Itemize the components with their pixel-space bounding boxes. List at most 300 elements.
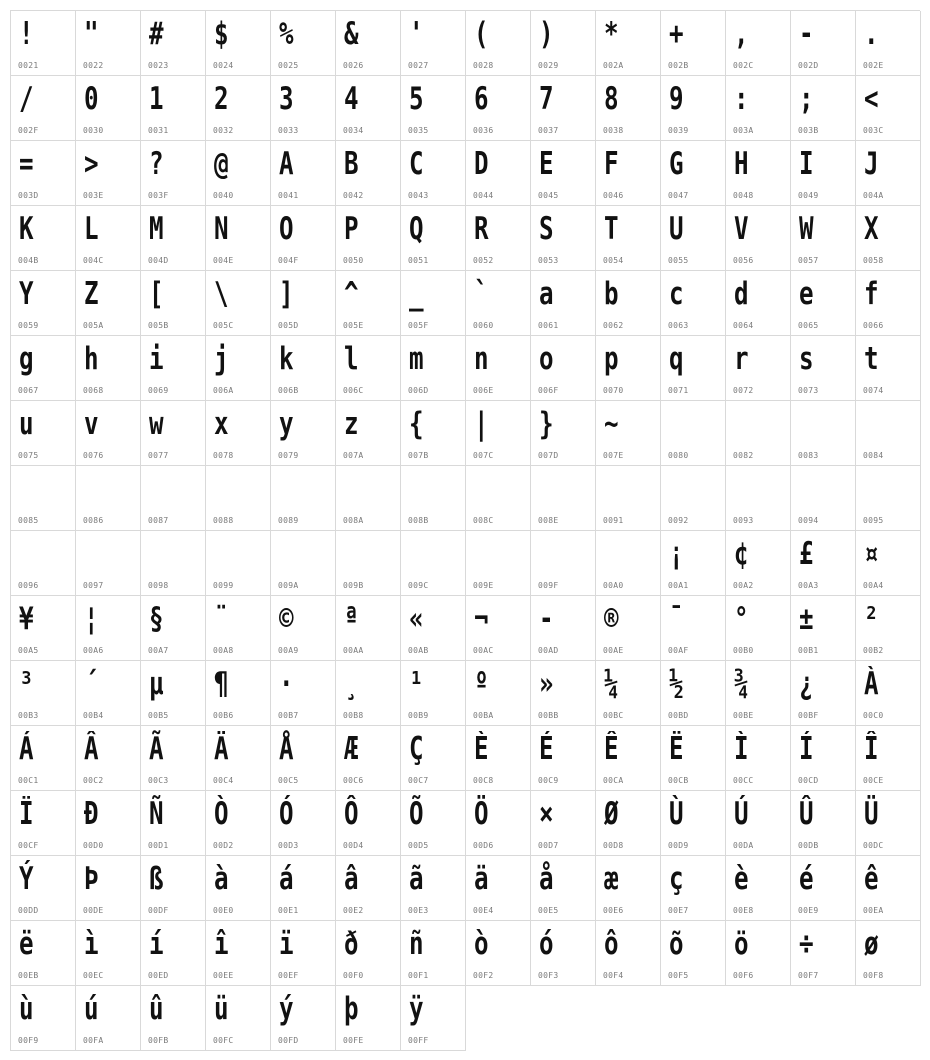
glyph-codepoint: 00C7 [408, 776, 429, 785]
glyph-character: ` [474, 276, 489, 312]
glyph-character: # [149, 16, 164, 52]
glyph-character: Æ [344, 731, 359, 767]
glyph-character: } [539, 406, 554, 442]
glyph-codepoint: 0083 [798, 451, 819, 460]
glyph-character: " [84, 16, 99, 52]
glyph-cell [791, 596, 856, 661]
glyph-character: ú [84, 991, 99, 1027]
glyph-codepoint: 00D9 [668, 841, 689, 850]
glyph-character: è [734, 861, 749, 897]
glyph-codepoint: 0067 [18, 386, 39, 395]
glyph-cell [401, 726, 466, 791]
glyph-codepoint: 0036 [473, 126, 494, 135]
glyph-codepoint: 0028 [473, 61, 494, 70]
glyph-cell [76, 921, 141, 986]
glyph-codepoint: 0025 [278, 61, 299, 70]
glyph-cell [401, 336, 466, 401]
glyph-cell [856, 336, 921, 401]
glyph-cell [856, 921, 921, 986]
glyph-cell [271, 271, 336, 336]
glyph-character: ò [474, 926, 489, 962]
glyph-codepoint: 0070 [603, 386, 624, 395]
glyph-codepoint: 00D7 [538, 841, 559, 850]
glyph-codepoint: 0062 [603, 321, 624, 330]
glyph-character: ¡ [669, 536, 684, 572]
glyph-codepoint: 003C [863, 126, 884, 135]
glyph-character: Ø [604, 796, 619, 832]
glyph-codepoint: 0048 [733, 191, 754, 200]
glyph-codepoint: 00F4 [603, 971, 624, 980]
glyph-cell [726, 336, 791, 401]
glyph-character: ¥ [19, 601, 34, 637]
glyph-character: { [409, 406, 424, 442]
glyph-cell [661, 401, 726, 466]
glyph-cell [661, 11, 726, 76]
glyph-cell [141, 986, 206, 1051]
glyph-codepoint: 00A7 [148, 646, 169, 655]
glyph-cell [76, 76, 141, 141]
glyph-codepoint: 0073 [798, 386, 819, 395]
glyph-character: Z [84, 276, 99, 312]
glyph-character: Ê [604, 731, 619, 767]
glyph-codepoint: 0080 [668, 451, 689, 460]
glyph-codepoint: 006A [213, 386, 234, 395]
glyph-character: Ç [409, 731, 424, 767]
glyph-codepoint: 00E5 [538, 906, 559, 915]
glyph-codepoint: 00E9 [798, 906, 819, 915]
glyph-cell [336, 11, 401, 76]
glyph-codepoint: 00BD [668, 711, 689, 720]
glyph-character: ÿ [409, 991, 424, 1027]
glyph-character: Î [864, 731, 879, 767]
glyph-codepoint: 0078 [213, 451, 234, 460]
glyph-cell [466, 271, 531, 336]
glyph-codepoint: 0023 [148, 61, 169, 70]
glyph-codepoint: 004D [148, 256, 169, 265]
glyph-character: * [604, 16, 619, 52]
glyph-codepoint: 0096 [18, 581, 39, 590]
glyph-character: Å [279, 731, 294, 767]
glyph-cell [791, 531, 856, 596]
glyph-character: ¾ [734, 666, 749, 702]
glyph-cell [11, 531, 76, 596]
glyph-character: I [799, 146, 814, 182]
glyph-cell [791, 271, 856, 336]
glyph-cell [531, 141, 596, 206]
glyph-character: Q [409, 211, 424, 247]
glyph-cell [401, 76, 466, 141]
glyph-cell [76, 271, 141, 336]
glyph-character: ¢ [734, 536, 749, 572]
glyph-character: þ [344, 991, 359, 1027]
glyph-codepoint: 0095 [863, 516, 884, 525]
glyph-cell [661, 726, 726, 791]
glyph-codepoint: 00DA [733, 841, 754, 850]
glyph-codepoint: 00E2 [343, 906, 364, 915]
glyph-codepoint: 0084 [863, 451, 884, 460]
glyph-character: / [19, 81, 34, 117]
glyph-cell [206, 856, 271, 921]
glyph-character: û [149, 991, 164, 1027]
glyph-cell [206, 531, 271, 596]
glyph-cell [401, 466, 466, 531]
glyph-cell [11, 141, 76, 206]
glyph-character: J [864, 146, 879, 182]
glyph-cell [206, 76, 271, 141]
glyph-character: i [149, 341, 164, 377]
glyph-cell [11, 921, 76, 986]
glyph-cell [856, 141, 921, 206]
glyph-codepoint: 0071 [668, 386, 689, 395]
glyph-codepoint: 0044 [473, 191, 494, 200]
glyph-cell [726, 141, 791, 206]
glyph-character: å [539, 861, 554, 897]
glyph-character: é [799, 861, 814, 897]
glyph-character: § [149, 601, 164, 637]
glyph-character: £ [799, 536, 814, 572]
glyph-cell [466, 791, 531, 856]
glyph-codepoint: 00C1 [18, 776, 39, 785]
glyph-cell [206, 11, 271, 76]
glyph-character: C [409, 146, 424, 182]
glyph-cell [726, 856, 791, 921]
glyph-cell [141, 206, 206, 271]
glyph-codepoint: 0040 [213, 191, 234, 200]
glyph-character: È [474, 731, 489, 767]
glyph-cell [726, 206, 791, 271]
glyph-character: ï [279, 926, 294, 962]
glyph-character: g [19, 341, 34, 377]
glyph-cell [141, 76, 206, 141]
glyph-codepoint: 00A9 [278, 646, 299, 655]
glyph-character: ¬ [474, 601, 489, 637]
glyph-cell [141, 271, 206, 336]
glyph-character: r [734, 341, 749, 377]
glyph-character: o [539, 341, 554, 377]
glyph-cell [856, 531, 921, 596]
glyph-character: ( [474, 16, 489, 52]
glyph-codepoint: 0022 [83, 61, 104, 70]
glyph-cell [791, 791, 856, 856]
glyph-character: 2 [214, 81, 229, 117]
glyph-codepoint: 002A [603, 61, 624, 70]
glyph-cell [661, 206, 726, 271]
glyph-character: ä [474, 861, 489, 897]
glyph-cell [791, 401, 856, 466]
glyph-character: Ñ [149, 796, 164, 832]
glyph-character: à [214, 861, 229, 897]
glyph-cell [596, 11, 661, 76]
glyph-cell [531, 76, 596, 141]
glyph-codepoint: 0061 [538, 321, 559, 330]
glyph-character: 6 [474, 81, 489, 117]
glyph-codepoint: 0085 [18, 516, 39, 525]
glyph-character: 4 [344, 81, 359, 117]
glyph-cell [271, 986, 336, 1051]
glyph-codepoint: 0038 [603, 126, 624, 135]
glyph-codepoint: 00B2 [863, 646, 884, 655]
glyph-cell [791, 76, 856, 141]
glyph-cell [791, 661, 856, 726]
glyph-character: R [474, 211, 489, 247]
glyph-cell [271, 791, 336, 856]
glyph-codepoint: 00A6 [83, 646, 104, 655]
glyph-character: t [864, 341, 879, 377]
glyph-codepoint: 006C [343, 386, 364, 395]
glyph-cell [726, 271, 791, 336]
glyph-codepoint: 004B [18, 256, 39, 265]
glyph-character: ê [864, 861, 879, 897]
glyph-cell [596, 466, 661, 531]
glyph-cell [271, 661, 336, 726]
glyph-cell [401, 921, 466, 986]
glyph-cell [336, 791, 401, 856]
glyph-character: d [734, 276, 749, 312]
glyph-cell [466, 206, 531, 271]
glyph-character: E [539, 146, 554, 182]
glyph-character: 7 [539, 81, 554, 117]
glyph-codepoint: 0030 [83, 126, 104, 135]
glyph-cell [271, 11, 336, 76]
glyph-codepoint: 00D3 [278, 841, 299, 850]
glyph-codepoint: 00A0 [603, 581, 624, 590]
glyph-codepoint: 00DC [863, 841, 884, 850]
glyph-codepoint: 00D4 [343, 841, 364, 850]
glyph-codepoint: 0064 [733, 321, 754, 330]
glyph-character: Ü [864, 796, 879, 832]
glyph-character: Y [19, 276, 34, 312]
glyph-cell [596, 206, 661, 271]
glyph-cell [11, 76, 76, 141]
glyph-cell [206, 466, 271, 531]
glyph-codepoint: 0066 [863, 321, 884, 330]
glyph-codepoint: 0058 [863, 256, 884, 265]
glyph-cell [401, 856, 466, 921]
glyph-cell [336, 206, 401, 271]
glyph-character: Û [799, 796, 814, 832]
glyph-codepoint: 00C3 [148, 776, 169, 785]
glyph-cell [271, 336, 336, 401]
glyph-codepoint: 007D [538, 451, 559, 460]
glyph-codepoint: 0045 [538, 191, 559, 200]
glyph-codepoint: 0052 [473, 256, 494, 265]
glyph-codepoint: 00D5 [408, 841, 429, 850]
glyph-cell [206, 726, 271, 791]
glyph-codepoint: 0086 [83, 516, 104, 525]
glyph-cell [141, 791, 206, 856]
glyph-character: v [84, 406, 99, 442]
glyph-character: ³ [19, 666, 34, 702]
glyph-codepoint: 003F [148, 191, 169, 200]
glyph-character: j [214, 341, 229, 377]
glyph-codepoint: 0029 [538, 61, 559, 70]
glyph-codepoint: 0049 [798, 191, 819, 200]
glyph-codepoint: 0082 [733, 451, 754, 460]
glyph-character: c [669, 276, 684, 312]
glyph-character: ® [604, 601, 619, 637]
glyph-codepoint: 00D6 [473, 841, 494, 850]
glyph-codepoint: 0088 [213, 516, 234, 525]
glyph-codepoint: 00CF [18, 841, 39, 850]
glyph-cell [726, 76, 791, 141]
glyph-cell [271, 531, 336, 596]
glyph-cell [791, 856, 856, 921]
glyph-codepoint: 0099 [213, 581, 234, 590]
glyph-codepoint: 0093 [733, 516, 754, 525]
glyph-codepoint: 0041 [278, 191, 299, 200]
glyph-cell [466, 661, 531, 726]
glyph-codepoint: 0068 [83, 386, 104, 395]
glyph-character: · [279, 666, 294, 702]
glyph-codepoint: 00BF [798, 711, 819, 720]
glyph-codepoint: 00C6 [343, 776, 364, 785]
glyph-character: m [409, 341, 424, 377]
glyph-cell [141, 921, 206, 986]
glyph-codepoint: 00CC [733, 776, 754, 785]
glyph-codepoint: 00AC [473, 646, 494, 655]
glyph-character: A [279, 146, 294, 182]
glyph-character: \ [214, 276, 229, 312]
glyph-character: ' [409, 16, 424, 52]
glyph-cell [76, 856, 141, 921]
glyph-character: V [734, 211, 749, 247]
glyph-cell [596, 76, 661, 141]
glyph-cell [11, 986, 76, 1051]
glyph-cell [856, 466, 921, 531]
glyph-codepoint: 003E [83, 191, 104, 200]
glyph-character: f [864, 276, 879, 312]
glyph-cell [661, 76, 726, 141]
glyph-cell [401, 531, 466, 596]
glyph-character: p [604, 341, 619, 377]
glyph-codepoint: 00CE [863, 776, 884, 785]
glyph-codepoint: 00C4 [213, 776, 234, 785]
glyph-character: ¶ [214, 666, 229, 702]
glyph-cell [596, 791, 661, 856]
glyph-cell [466, 76, 531, 141]
glyph-codepoint: 00FC [213, 1036, 234, 1045]
glyph-character: < [864, 81, 879, 117]
glyph-cell [856, 11, 921, 76]
glyph-codepoint: 003A [733, 126, 754, 135]
glyph-cell [401, 596, 466, 661]
glyph-codepoint: 00BC [603, 711, 624, 720]
glyph-character: â [344, 861, 359, 897]
glyph-codepoint: 005A [83, 321, 104, 330]
glyph-cell [596, 271, 661, 336]
glyph-codepoint: 00ED [148, 971, 169, 980]
glyph-codepoint: 0037 [538, 126, 559, 135]
glyph-cell [76, 986, 141, 1051]
glyph-cell [336, 661, 401, 726]
glyph-character: O [279, 211, 294, 247]
glyph-cell [466, 466, 531, 531]
glyph-character: ½ [669, 666, 684, 702]
glyph-codepoint: 003D [18, 191, 39, 200]
glyph-cell [206, 596, 271, 661]
glyph-character: ë [19, 926, 34, 962]
glyph-cell [11, 596, 76, 661]
glyph-character: k [279, 341, 294, 377]
glyph-codepoint: 0098 [148, 581, 169, 590]
glyph-cell [141, 466, 206, 531]
glyph-cell [466, 141, 531, 206]
glyph-codepoint: 00F3 [538, 971, 559, 980]
glyph-codepoint: 007A [343, 451, 364, 460]
glyph-character: ó [539, 926, 554, 962]
glyph-cell [336, 271, 401, 336]
glyph-codepoint: 005F [408, 321, 429, 330]
glyph-cell [271, 206, 336, 271]
glyph-cell [596, 726, 661, 791]
glyph-codepoint: 0026 [343, 61, 364, 70]
glyph-character: > [84, 146, 99, 182]
glyph-character: Ú [734, 796, 749, 832]
glyph-cell [726, 401, 791, 466]
glyph-character: y [279, 406, 294, 442]
glyph-cell [271, 596, 336, 661]
glyph-cell [791, 336, 856, 401]
glyph-character: | [474, 406, 489, 442]
glyph-character: Õ [409, 796, 424, 832]
glyph-codepoint: 00F6 [733, 971, 754, 980]
glyph-codepoint: 0074 [863, 386, 884, 395]
glyph-character: ö [734, 926, 749, 962]
glyph-character: À [864, 666, 879, 702]
glyph-cell [336, 921, 401, 986]
glyph-cell [596, 401, 661, 466]
glyph-cell [271, 401, 336, 466]
glyph-character: w [149, 406, 164, 442]
glyph-codepoint: 007B [408, 451, 429, 460]
glyph-character: ¤ [864, 536, 879, 572]
glyph-cell [141, 531, 206, 596]
glyph-cell [336, 856, 401, 921]
glyph-codepoint: 009E [473, 581, 494, 590]
glyph-codepoint: 002E [863, 61, 884, 70]
glyph-codepoint: 00A5 [18, 646, 39, 655]
glyph-codepoint: 00F8 [863, 971, 884, 980]
glyph-cell [336, 336, 401, 401]
glyph-codepoint: 0060 [473, 321, 494, 330]
glyph-character: × [539, 796, 554, 832]
glyph-character: U [669, 211, 684, 247]
glyph-cell [596, 856, 661, 921]
glyph-character: ¼ [604, 666, 619, 702]
glyph-character: ? [149, 146, 164, 182]
glyph-cell [11, 791, 76, 856]
glyph-codepoint: 0056 [733, 256, 754, 265]
glyph-character: µ [149, 666, 164, 702]
glyph-cell [726, 11, 791, 76]
glyph-codepoint: 00F9 [18, 1036, 39, 1045]
glyph-codepoint: 00F1 [408, 971, 429, 980]
glyph-codepoint: 0051 [408, 256, 429, 265]
glyph-codepoint: 00C8 [473, 776, 494, 785]
glyph-cell [791, 921, 856, 986]
glyph-cell [466, 11, 531, 76]
glyph-codepoint: 00B0 [733, 646, 754, 655]
glyph-codepoint: 00AB [408, 646, 429, 655]
glyph-cell [11, 856, 76, 921]
glyph-character: ¯ [669, 601, 684, 637]
glyph-codepoint: 006F [538, 386, 559, 395]
glyph-codepoint: 008B [408, 516, 429, 525]
glyph-cell [466, 726, 531, 791]
glyph-character: ý [279, 991, 294, 1027]
glyph-codepoint: 00C2 [83, 776, 104, 785]
glyph-cell [531, 661, 596, 726]
